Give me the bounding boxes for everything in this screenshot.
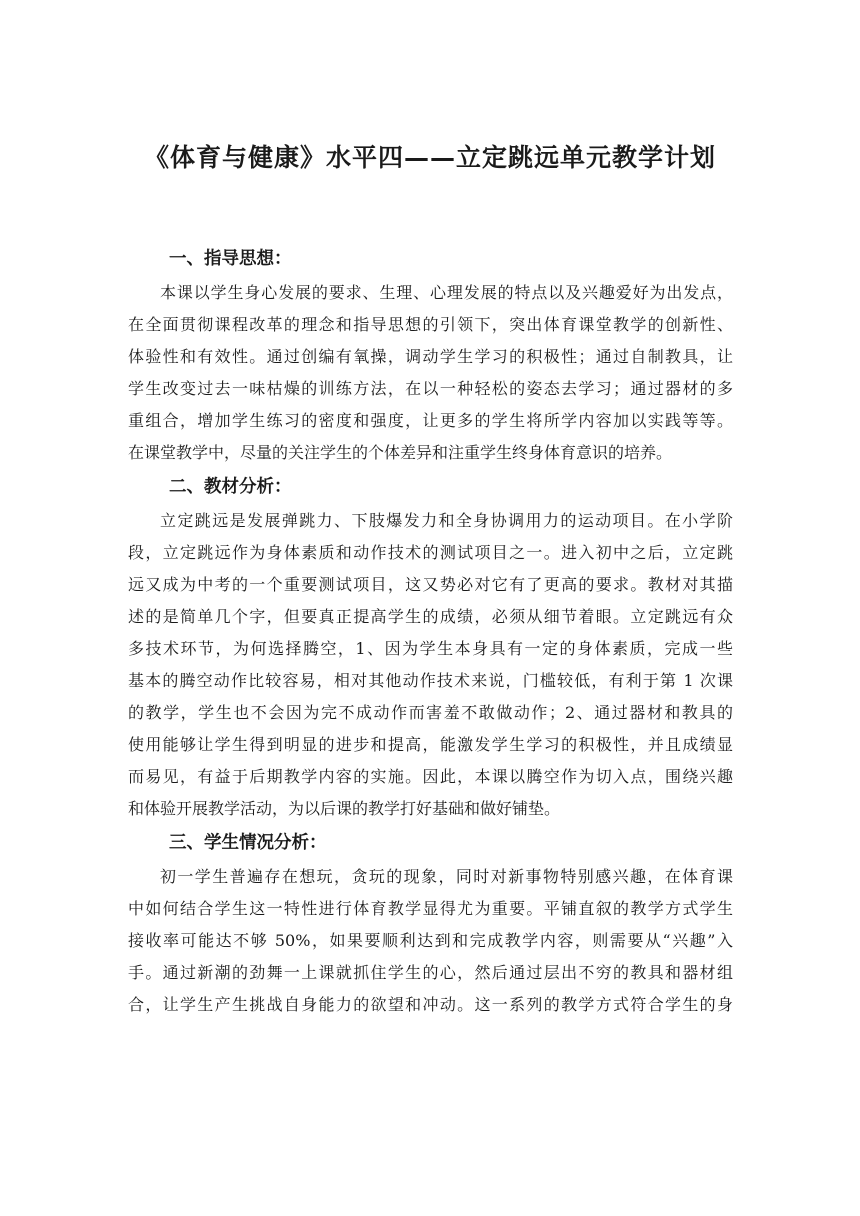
document-body [128,241,733,1021]
text-line: 学生改变过去一味枯燥的训练方法，在以一种轻松的姿态去学习；通过器材的多 [128,379,733,398]
paragraph-material-analysis [128,505,733,825]
text-line: 接收率可能达不够 50%，如果要顺利达到和完成教学内容，则需要从“兴趣”入 [128,931,733,950]
text-line: 本课以学生身心发展的要求、生理、心理发展的特点以及兴趣爱好为出发点， [160,283,733,302]
text-line: 基本的腾空动作比较容易，相对其他动作技术来说，门槛较低，有利于第 1 次课 [128,671,733,690]
text-line: 重组合，增加学生练习的密度和强度，让更多的学生将所学内容加以实践等等。 [128,411,733,430]
text-line: 中如何结合学生这一特性进行体育教学显得尤为重要。平铺直叙的教学方式学生 [128,899,733,918]
section-heading-material-analysis: 二、教材分析： [169,477,292,497]
text-line: 段，立定跳远作为身体素质和动作技术的测试项目之一。进入初中之后，立定跳 [128,543,733,562]
text-line: 手。通过新潮的劲舞一上课就抓住学生的心，然后通过层出不穷的教具和器材组 [128,963,733,982]
text-line: 多技术环节，为何选择腾空，1、因为学生本身具有一定的身体素质，完成一些 [128,639,733,658]
paragraph-guiding-ideology [128,277,733,469]
document-title: 《体育与健康》水平四——立定跳远单元教学计划 [143,143,716,172]
text-line: 合，让学生产生挑战自身能力的欲望和冲动。这一系列的教学方式符合学生的身 [128,995,733,1014]
text-line: 而易见，有益于后期教学内容的实施。因此，本课以腾空作为切入点，围绕兴趣 [128,767,733,786]
text-line: 使用能够让学生得到明显的进步和提高，能激发学生学习的积极性，并且成绩显 [128,735,733,754]
text-line: 述的是简单几个字，但要真正提高学生的成绩，必须从细节着眼。立定跳远有众 [128,607,733,626]
text-line: 的教学，学生也不会因为完不成动作而害羞不敢做动作；2、通过器材和教具的 [128,703,733,722]
text-line: 初一学生普遍存在想玩，贪玩的现象，同时对新事物特别感兴趣，在体育课 [160,867,733,886]
text-line: 立定跳远是发展弹跳力、下肢爆发力和全身协调用力的运动项目。在小学阶 [160,511,733,530]
section-heading-student-analysis: 三、学生情况分析： [169,833,327,853]
text-line: 体验性和有效性。通过创编有氧操，调动学生学习的积极性；通过自制教具，让 [128,347,733,366]
text-line: 在课堂教学中，尽量的关注学生的个体差异和注重学生终身体育意识的培养。 [128,443,673,462]
section-heading-guiding-ideology: 一、指导思想： [169,249,292,269]
paragraph-student-analysis [128,861,733,1021]
text-line: 远又成为中考的一个重要测试项目，这又势必对它有了更高的要求。教材对其描 [128,575,733,594]
text-line: 和体验开展教学活动，为以后课的教学打好基础和做好铺垫。 [128,799,561,818]
text-line: 在全面贯彻课程改革的理念和指导思想的引领下，突出体育课堂教学的创新性、 [128,315,733,334]
